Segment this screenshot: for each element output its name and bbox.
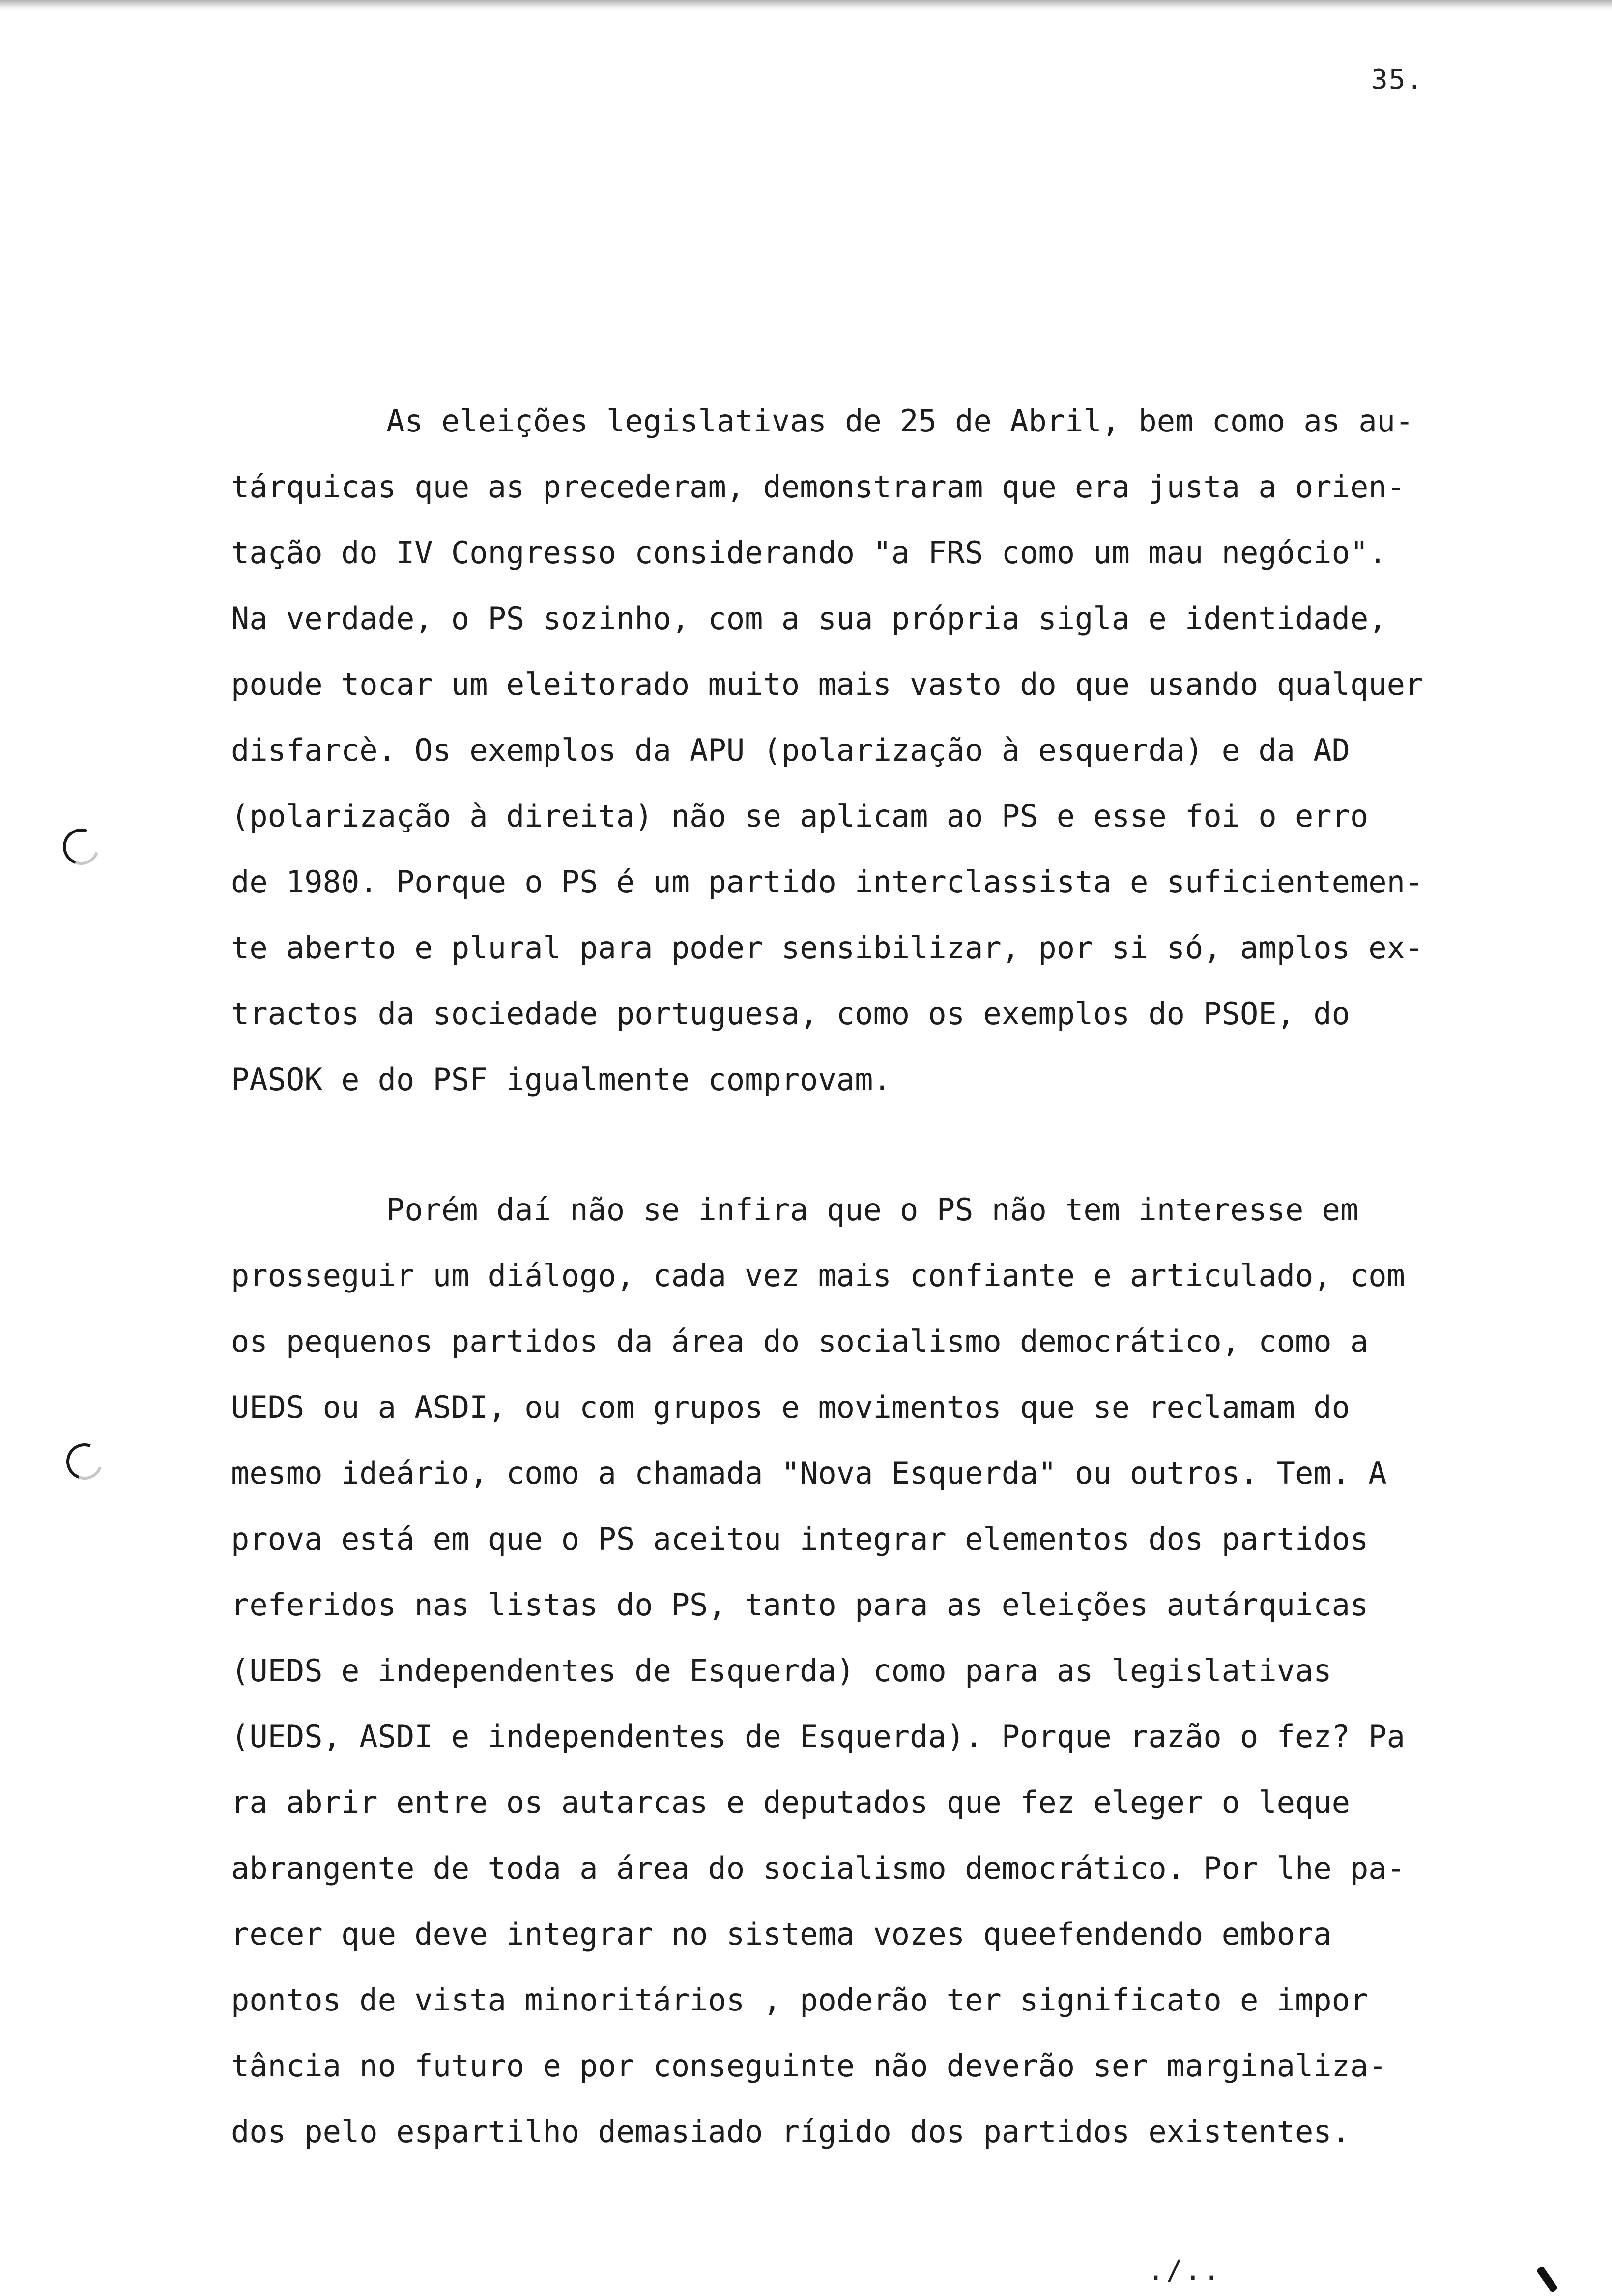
text-line: abrangente de toda a área do socialismo democrático. Por lhe pa- (231, 1850, 1405, 1886)
text-line: tárquicas que as precederam, demonstraram que era justa a orien- (231, 469, 1405, 505)
text-line: referidos nas listas do PS, tanto para as eleições autárquicas (231, 1587, 1369, 1623)
text-line: tractos da sociedade portuguesa, como os exemplos do PSOE, do (231, 996, 1350, 1032)
text-line: os pequenos partidos da área do socialismo democrático, como a (231, 1323, 1369, 1359)
text-line: de 1980. Porque o PS é um partido interclassista e suficientemen- (231, 864, 1424, 900)
text-line: disfarcè. Os exemplos da APU (polarização à esquerda) e da AD (231, 732, 1350, 768)
paragraph-elections (231, 388, 1519, 1113)
scan-top-edge (0, 0, 1612, 11)
paragraph-dialogue (231, 1177, 1519, 2165)
text-line: dos pelo espartilho demasiado rígido dos partidos existentes. (231, 2114, 1350, 2150)
text-line: prosseguir um diálogo, cada vez mais confiante e articulado, com (231, 1258, 1405, 1293)
text-line: ra abrir entre os autarcas e deputados que fez eleger o leque (231, 1784, 1350, 1820)
text-line: Na verdade, o PS sozinho, com a sua própria sigla e identidade, (231, 601, 1387, 636)
text-line: poude tocar um eleitorado muito mais vasto do que usando qualquer (231, 666, 1424, 702)
text-line: PASOK e do PSF igualmente comprovam. (231, 1062, 892, 1097)
page-number: 35. (1371, 64, 1424, 96)
continuation-mark: ./.. (1148, 2255, 1222, 2287)
text-line: (UEDS, ASDI e independentes de Esquerda). Porque razão o fez? Pa (231, 1719, 1405, 1754)
text-line: recer que deve integrar no sistema vozes queefendendo embora (231, 1916, 1332, 1952)
text-line: tância no futuro e por conseguinte não deverão ser marginaliza- (231, 2048, 1387, 2084)
text-line: te aberto e plural para poder sensibilizar, por si só, amplos ex- (231, 930, 1424, 966)
text-line: tação do IV Congresso considerando "a FRS como um mau negócio". (231, 535, 1387, 571)
text-line: (polarização à direita) não se aplicam ao PS e esse foi o erro (231, 798, 1369, 834)
punch-hole-top (57, 823, 105, 871)
text-line: (UEDS e independentes de Esquerda) como para as legislativas (231, 1653, 1332, 1689)
text-line: pontos de vista minoritários , poderão ter significato e impor (231, 1982, 1369, 2018)
text-line: prova está em que o PS aceitou integrar elementos dos partidos (231, 1521, 1369, 1557)
text-line: UEDS ou a ASDI, ou com grupos e movimentos que se reclamam do (231, 1389, 1350, 1425)
punch-hole-bottom (60, 1437, 109, 1486)
text-line: Porém daí não se infira que o PS não tem interesse em (386, 1192, 1359, 1228)
text-line: mesmo ideário, como a chamada "Nova Esquerda" ou outros. Tem. A (231, 1455, 1387, 1491)
text-line: As eleições legislativas de 25 de Abril, bem como as au- (386, 403, 1414, 439)
scan-corner-mark (1536, 2266, 1558, 2293)
